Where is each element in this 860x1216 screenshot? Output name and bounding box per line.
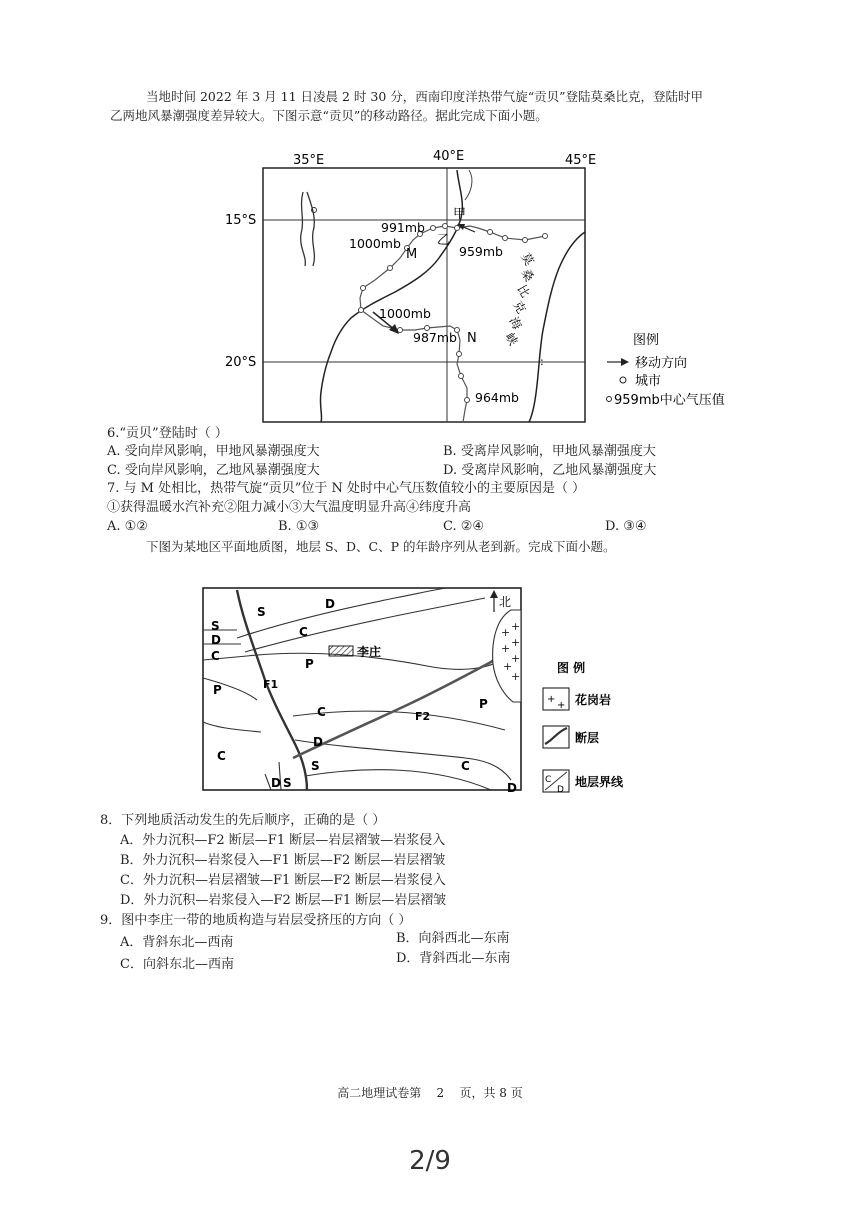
svg-text:+: + [547,694,556,705]
svg-text:S: S [211,619,220,633]
svg-text:C: C [461,759,470,773]
svg-text:+: + [501,626,511,639]
svg-text:莫: 莫 [518,250,537,268]
legend-city-icon [620,377,626,383]
q7-option-a[interactable]: A. ①② [107,519,148,534]
svg-text:+: + [511,670,521,683]
svg-text:C: C [211,649,220,663]
q8-option-c[interactable]: C．外力沉积—岩层褶皱—F1 断层—F2 断层—岩浆侵入 [120,873,446,888]
svg-text:D: D [313,735,323,749]
lake-outline [307,192,314,266]
svg-text:比: 比 [514,282,533,300]
q7-option-c[interactable]: C. ②④ [443,519,485,534]
stratum-labels [211,597,517,795]
place-m: M [406,247,418,262]
svg-text:峡: 峡 [502,330,521,348]
fault-f2-line [293,636,505,758]
svg-text:S: S [257,605,266,619]
svg-text:断层: 断层 [575,731,600,745]
footer-page: 2 [436,1086,445,1100]
q6-option-c[interactable]: C. 受向岸风影响，乙地风暴潮强度大 [107,463,320,478]
svg-text:959mb中心气压值: 959mb中心气压值 [614,393,725,408]
svg-text:+: + [503,660,513,673]
place-yi: 乙 [437,233,451,248]
svg-text:城市: 城市 [635,374,662,389]
page-indicator: 2/9 [409,1146,451,1176]
svg-text:C: C [545,775,552,785]
intro1-line2: 乙两地风暴潮强度差异较大。下图示意“贡贝”的移动路径。据此完成下面小题。 [110,108,548,123]
svg-text:海: 海 [506,314,525,332]
footer-suffix: 页，共 8 页 [459,1086,523,1100]
svg-text:S: S [283,776,292,790]
svg-text:图 例: 图 例 [557,661,586,675]
pressure-987: 987mb [413,330,457,345]
fault-f2-label: F2 [415,710,431,723]
q9-option-a[interactable]: A．背斜东北—西南 [120,935,234,950]
q8-stem: 8．下列地质活动发生的先后顺序，正确的是（ ） [100,813,386,828]
svg-text:P: P [213,683,222,697]
q9-stem: 9．图中李庄一带的地质构造与岩层受挤压的方向（ ） [100,913,412,928]
lon-label-35: 35°E [293,153,325,168]
geologic-map [195,580,655,802]
svg-text:移动方向: 移动方向 [635,356,688,371]
place-n: N [467,331,477,346]
q9-option-d[interactable]: D．背斜西北—东南 [396,951,511,966]
svg-text:D: D [271,776,281,790]
svg-text:S: S [311,759,320,773]
q6-option-d[interactable]: D. 受离岸风影响，乙地风暴潮强度大 [443,463,657,478]
svg-text::: : [540,355,544,368]
legend-pressure-icon [607,397,612,402]
q9-option-b[interactable]: B．向斜西北—东南 [396,931,510,946]
footer-prefix: 高二地理试卷第 [337,1086,422,1100]
svg-text:+: + [501,642,511,655]
svg-text:+: + [511,636,521,649]
q7-reasons: ①获得温暖水汽补充②阻力减小③大气温度明显升高④纬度升高 [107,500,472,515]
svg-text:C: C [317,705,326,719]
svg-text:D: D [507,781,517,795]
q7-option-d[interactable]: D. ③④ [605,519,647,534]
svg-text:+: + [557,700,566,711]
svg-text:D: D [325,597,335,611]
svg-text:C: C [217,749,226,763]
svg-text:P: P [479,697,488,711]
q8-option-d[interactable]: D．外力沉积—岩浆侵入—F2 断层—F1 断层—岩层褶皱 [120,893,447,908]
pressure-1000-lower: 1000mb [379,306,431,321]
svg-text:+: + [511,652,521,665]
q8-option-b[interactable]: B．外力沉积—岩浆侵入—F1 断层—F2 断层—岩层褶皱 [120,853,446,868]
north-label: 北 [499,595,512,609]
q9-option-c[interactable]: C．向斜东北—西南 [120,957,234,972]
q8-option-a[interactable]: A．外力沉积—F2 断层—F1 断层—岩层褶皱—岩浆侵入 [120,833,446,848]
village-label: 李庄 [357,645,382,659]
lat-label-15s: 15°S [225,213,257,228]
lat-label-20s: 20°S [225,355,257,370]
map1-legend [607,333,725,408]
map2-legend [543,660,624,795]
fault-f1-label: F1 [263,678,279,691]
q7-stem: 7. 与 M 处相比，热带气旋“贡贝”位于 N 处时中心气压数值较小的主要原因是（ ） [107,481,586,496]
svg-text:克: 克 [510,298,529,316]
place-jia: 甲 [453,207,467,222]
q6-option-a[interactable]: A. 受向岸风影响，甲地风暴潮强度大 [107,444,320,459]
intro2: 下图为某地区平面地质图，地层 S、D、C、P 的年龄序列从老到新。完成下面小题。 [146,539,616,554]
svg-text:图例: 图例 [633,333,660,348]
q6-stem: 6.“贡贝”登陆时（ ） [107,426,228,441]
svg-text:+: + [511,620,521,633]
pressure-991: 991mb [381,220,425,235]
pressure-959: 959mb [459,244,503,259]
svg-text:D: D [211,633,221,647]
page-footer [0,1084,860,1101]
svg-text:桑: 桑 [518,266,537,284]
intro1-line1: 当地时间 2022 年 3 月 11 日凌晨 2 时 30 分，西南印度洋热带气旋“贡贝”登陆莫桑比克，登陆时甲 [146,89,704,104]
lon-label-45: 45°E [565,153,597,168]
q6-option-b[interactable]: B. 受离岸风影响，甲地风暴潮强度大 [443,444,656,459]
mozambique-coastline [320,170,462,422]
svg-text:C: C [299,625,308,639]
svg-text:D: D [557,785,564,795]
svg-text:P: P [305,657,314,671]
svg-text:花岗岩: 花岗岩 [575,693,612,707]
pressure-964: 964mb [475,390,519,405]
svg-text:地层界线: 地层界线 [575,775,624,789]
village-marker [329,646,353,656]
pressure-1000-upper: 1000mb [349,236,401,251]
lon-label-40: 40°E [433,149,465,164]
strait-label [502,250,537,348]
madagascar-coastline [529,232,585,422]
geologic-frame [203,588,521,790]
q7-option-b[interactable]: B. ①③ [278,519,320,534]
cyclone-track-map [195,140,755,432]
